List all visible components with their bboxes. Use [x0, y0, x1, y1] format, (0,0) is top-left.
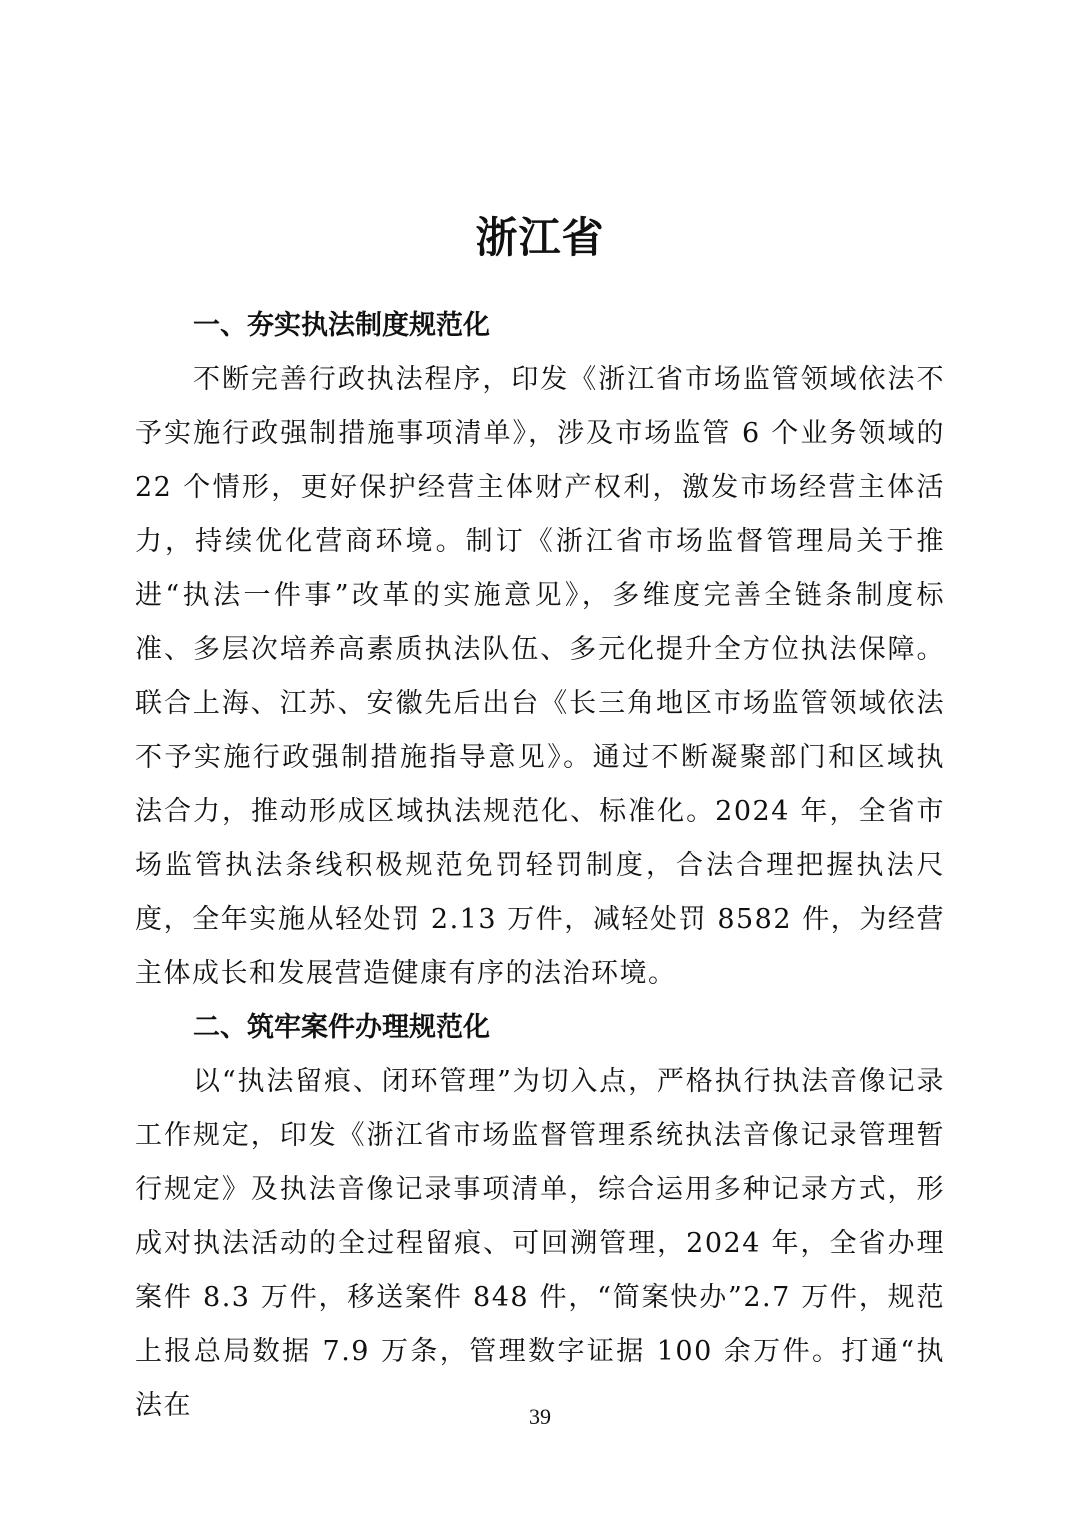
document-body	[135, 299, 945, 1433]
section-heading-2: 二、筑牢案件办理规范化	[193, 1012, 490, 1043]
section-paragraph-1: 不断完善行政执法程序，印发《浙江省市场监管领域依法不予实施行政强制措施事项清单》，涉及市场监管 6 个业务领域的 22 个情形，更好保护经营主体财产权利，激发市场经营主体活力，持续优化营商环境。制订《浙江省市场监督管理局关于推进“执法一件事”改革的实施意见》，多维度完善全链条制度标准、多层次培养高素质执法队伍、多元化提升全方位执法保障。联合上海、江苏、安徽先后出台《长三角地区市场监管领域依法不予实施行政强制措施指导意见》。通过不断凝聚部门和区域执法合力，推动形成区域执法规范化、标准化。2024 年，全省市场监管执法条线积极规范免罚轻罚制度，合法合理把握执法尺度，全年实施从轻处罚 2.13 万件，减轻处罚 8582 件，为经营主体成长和发展营造健康有序的法治环境。	[135, 364, 945, 989]
section-paragraph-2: 以“执法留痕、闭环管理”为切入点，严格执行执法音像记录工作规定，印发《浙江省市场监督管理系统执法音像记录管理暂行规定》及执法音像记录事项清单，综合运用多种记录方式，形成对执法活动的全过程留痕、可回溯管理，2024 年，全省办理案件 8.3 万件，移送案件 848 件，“简案快办”2.7 万件，规范上报总局数据 7.9 万条，管理数字证据 100 余万件。打通“执法在	[135, 1066, 945, 1421]
page-number: 39	[529, 1404, 551, 1429]
page-title: 浙江省	[475, 213, 605, 263]
section-heading-1: 一、夯实执法制度规范化	[193, 310, 490, 341]
